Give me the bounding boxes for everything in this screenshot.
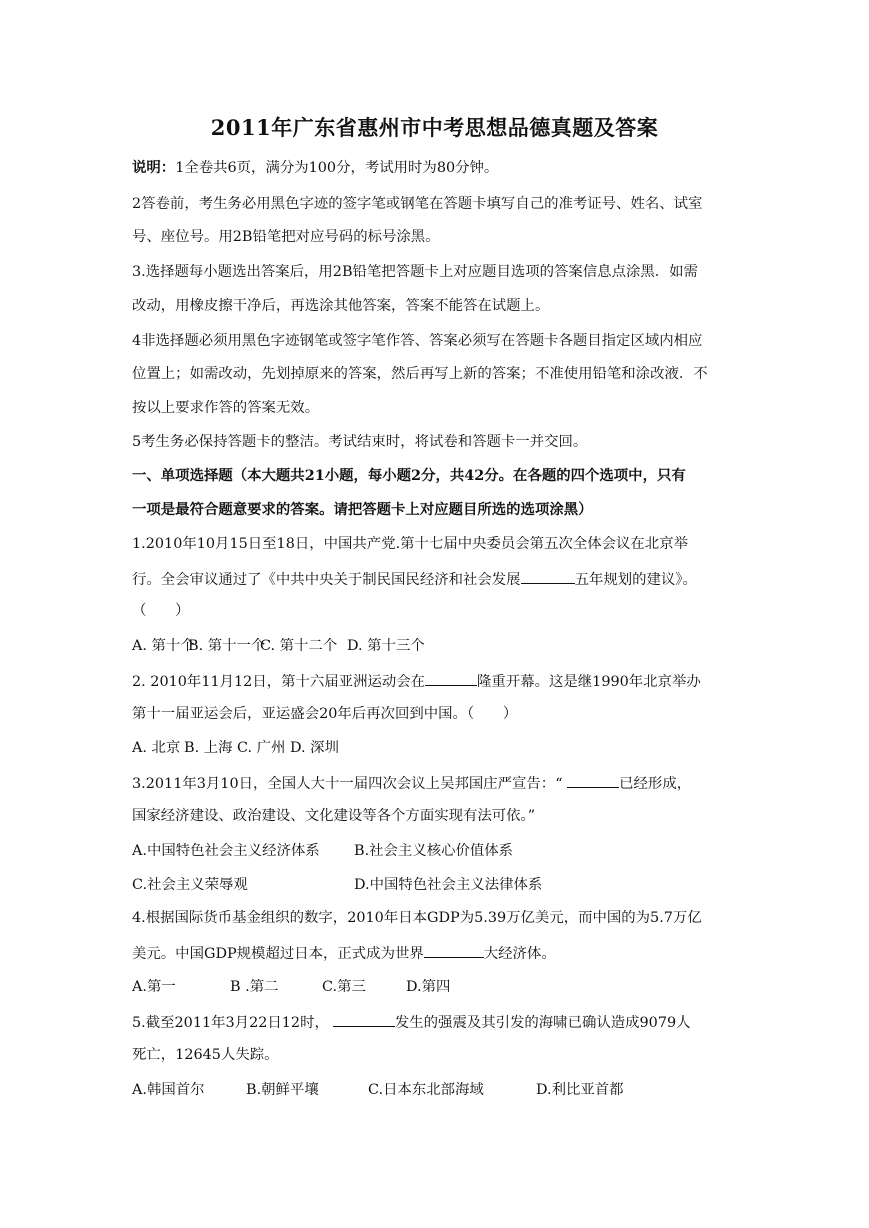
q1-line-1: 1.2010年10月15日至18日，中国共产党.第十七届中央委员会第五次全体会议在北京举 bbox=[132, 536, 688, 552]
instruction-2b: 号、座位号。用2B铅笔把对应号码的标号涂黑。 bbox=[132, 229, 440, 245]
q4-text-a: 美元。中国GDP规模超过日本，正式成为世界 bbox=[132, 946, 424, 962]
q4-option-a: A.第一 bbox=[132, 979, 176, 995]
q1-option-a: A. 第十个 bbox=[132, 638, 195, 654]
q4-text-b: 大经济体。 bbox=[483, 946, 556, 962]
q1-text-b: 五年规划的建议》。 bbox=[574, 572, 697, 588]
q4-option-c: C.第三 bbox=[322, 979, 366, 995]
instruction-2a: 2答卷前，考生务必用黑色字迹的签字笔或钢笔在答题卡填写自己的准考证号、姓名、试室 bbox=[132, 196, 703, 212]
q2-blank bbox=[425, 670, 477, 686]
q3-option-b: B.社会主义核心价值体系 bbox=[354, 843, 514, 859]
q2-option-c: C. 广州 bbox=[237, 740, 286, 756]
q4-line-1: 4.根据国际货币基金组织的数字，2010年日本GDP为5.39万亿美元，而中国的为5.7万亿 bbox=[132, 910, 702, 926]
q1-text-a: 行。全会审议通过了《中共中央关于制民国民经济和社会发展 bbox=[132, 572, 521, 588]
q3-option-c: C.社会主义荣辱观 bbox=[132, 877, 248, 893]
instruction-3b: 改动，用橡皮擦干净后，再选涂其他答案，答案不能答在试题上。 bbox=[132, 298, 550, 314]
q5-option-c: C.日本东北部海域 bbox=[368, 1082, 484, 1098]
q2-option-b: B. 上海 bbox=[184, 740, 233, 756]
q5-options bbox=[132, 1080, 742, 1100]
q4-blank bbox=[424, 942, 484, 958]
q4-options bbox=[132, 977, 742, 997]
q5-option-a: A.韩国首尔 bbox=[132, 1082, 205, 1098]
q1-option-c: C. 第十二个 bbox=[260, 638, 338, 654]
q3-line-1 bbox=[132, 772, 742, 794]
q1-option-b: B. 第十一个 bbox=[188, 638, 266, 654]
instruction-1 bbox=[132, 158, 742, 178]
q5-option-b: B.朝鲜平壤 bbox=[246, 1082, 319, 1098]
q3-text-a: 3.2011年3月10日，全国人大十一届四次会议上吴邦国庄严宣告：“ bbox=[132, 776, 568, 792]
page-title: 2011年广东省惠州市中考思想品德真题及答案 bbox=[210, 115, 659, 140]
instruction-label: 说明： bbox=[132, 159, 176, 176]
q4-line-2 bbox=[132, 942, 742, 964]
q5-blank bbox=[333, 1011, 395, 1027]
q1-answer-paren: （ ） bbox=[132, 603, 190, 619]
q5-line-1 bbox=[132, 1011, 742, 1033]
q1-line-2 bbox=[132, 568, 742, 590]
q3-option-d: D.中国特色社会主义法律体系 bbox=[354, 877, 543, 893]
instruction-4a: 4非选择题必须用黑色字迹钢笔或签字笔作答、答案必须写在答题卡各题目指定区域内相应 bbox=[132, 333, 703, 349]
q4-option-d: D.第四 bbox=[406, 979, 451, 995]
q3-line-2: 国家经济建设、政治建设、文化建设等各个方面实现有法可依。” bbox=[132, 808, 536, 824]
q4-option-b: B .第二 bbox=[230, 979, 279, 995]
q3-option-a: A.中国特色社会主义经济体系 bbox=[132, 843, 320, 859]
q5-text-a: 5.截至2011年3月22日12时， bbox=[132, 1015, 329, 1031]
section-heading-2: 一项是最符合题意要求的答案。请把答题卡上对应题目所选的选项涂黑） bbox=[132, 501, 593, 518]
q2-line-1 bbox=[132, 670, 742, 692]
instruction-3a: 3.选择题每小题选出答案后，用2B铅笔把答题卡上对应题目选项的答案信息点涂黑．如需 bbox=[132, 264, 698, 280]
q3-text-b: 已经形成， bbox=[619, 776, 692, 792]
q1-option-d: D. 第十三个 bbox=[347, 638, 425, 654]
instruction-4c: 按以上要求作答的答案无效。 bbox=[132, 400, 320, 416]
q5-line-2: 死亡，12645人失踪。 bbox=[132, 1047, 279, 1063]
q2-options bbox=[132, 738, 742, 758]
section-heading-1: 一、单项选择题（本大题共21小题，每小题2分，共42分。在各题的四个选项中，只有 bbox=[132, 467, 686, 484]
q3-blank bbox=[567, 772, 619, 788]
q5-option-d: D.利比亚首都 bbox=[536, 1082, 624, 1098]
q3-options-row-1 bbox=[132, 841, 742, 861]
q2-option-d: D. 深圳 bbox=[290, 740, 339, 756]
q2-text-b: 隆重开幕。这是继1990年北京举办 bbox=[477, 674, 701, 690]
q1-options bbox=[132, 636, 742, 656]
instruction-5: 5考生务必保持答题卡的整洁。考试结束时，将试卷和答题卡一并交回。 bbox=[132, 434, 588, 450]
instruction-4b: 位置上；如需改动，先划掉原来的答案，然后再写上新的答案；不准使用铅笔和涂改液．不 bbox=[132, 366, 708, 382]
q2-text-a: 2. 2010年11月12日，第十六届亚洲运动会在 bbox=[132, 674, 426, 690]
q1-blank bbox=[521, 568, 575, 584]
q2-line-2: 第十一届亚运会后，亚运盛会20年后再次回到中国。（ ） bbox=[132, 706, 518, 722]
q2-option-a: A. 北京 bbox=[132, 740, 181, 756]
instruction-text: 1全卷共6页，满分为100分，考试用时为80分钟。 bbox=[175, 160, 499, 176]
q3-options-row-2 bbox=[132, 875, 742, 895]
q5-text-b: 发生的强震及其引发的海啸已确认造成9079人 bbox=[394, 1015, 691, 1031]
